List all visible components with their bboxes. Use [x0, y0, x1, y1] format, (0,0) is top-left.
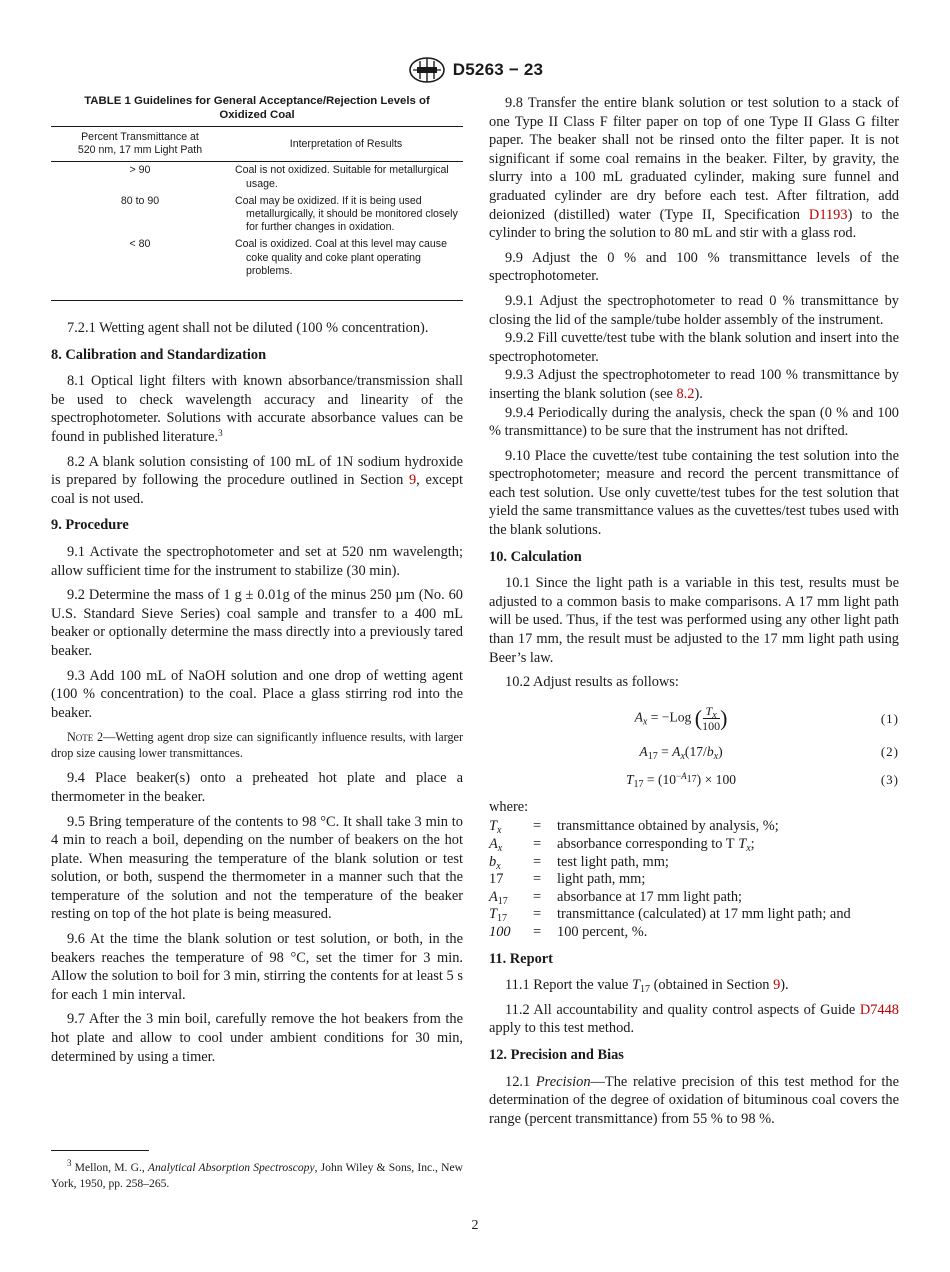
link-section-9[interactable]: 9 [408, 472, 417, 489]
link-d1193[interactable]: D1193 [808, 206, 848, 223]
equations [489, 700, 899, 794]
document-designation: D5263 − 23 [452, 60, 544, 79]
table-header-interpretation: Interpretation of Results [229, 127, 463, 162]
table-1 [51, 126, 463, 301]
para-7-2-1: 7.2.1 Wetting agent shall not be diluted (100 % concentration). [67, 320, 429, 337]
para-9-9: 9.9 Adjust the 0 % and 100 % transmittance levels of the spectrophotometer. [489, 249, 899, 285]
section-9-heading: 9. Procedure [51, 517, 129, 534]
para-9-3: 9.3 Add 100 mL of NaOH solution and one drop of wetting agent (100 % concentration) to the coal. Place a glass stirring rod into the beaker. [51, 667, 463, 721]
page-header [0, 56, 950, 84]
link-8-2[interactable]: 8.2 [676, 385, 695, 402]
section-11-heading: 11. Report [489, 950, 553, 967]
table-1-caption: TABLE 1 Guidelines for General Acceptance/Rejection Levels of Oxidized Coal [84, 95, 430, 121]
list-item: $A_x$ = absorbance corresponding to T $T_x$; [489, 836, 755, 854]
list-item: 100 = 100 percent, %. [489, 923, 648, 940]
page-number: 2 [471, 1218, 479, 1233]
para-9-5: 9.5 Bring temperature of the contents to 98 °C. It shall take 3 min to 4 min to reach a boil, depending on the number of beakers on the hot plate. When measuring the temperature of the blank solution or test solution, or both, suspend the thermometer in a manner such that the temperature of the solution and not the temperature of the beaker resting on top of the hot plate is being measured. [51, 813, 463, 923]
table-header-transmittance: Percent Transmittance at 520 nm, 17 mm Light Path [51, 127, 229, 162]
variable-definitions [489, 818, 899, 941]
table-row: < 80 Coal is oxidized. Coal at this level may cause coke quality and coke plant operating problems. [51, 236, 463, 300]
list-item: 17 = light path, mm; [489, 871, 646, 888]
para-12-1: 12.1 Precision—The relative precision of this test method for the determination of the degree of oxidation of bituminous coal covers the range (percent transmittance) from 55 % to 98 %. [489, 1073, 900, 1127]
right-column [489, 94, 899, 1134]
para-11-2: 11.2 All accountability and quality control aspects of Guide D7448 apply to this test method. [489, 1001, 899, 1037]
equation-1: $A_x = -Log$ ( $\frac{T_x}{100}$ ) (1) [634, 704, 899, 734]
footnote-divider [51, 1150, 149, 1151]
list-item: $A_{17}$ = absorbance at 17 mm light path; [489, 888, 743, 907]
note-2: Note 2—Wetting agent drop size can significantly influence results, with larger drop size causing lower transmittances. [51, 730, 464, 760]
left-column [51, 94, 463, 1072]
table-row: 80 to 90 Coal may be oxidized. If it is being used metallurgically, it should be monitored closely for further changes in oxidation. [120, 194, 458, 234]
list-item: $T_{17}$ = transmittance (calculated) at 17 mm light path; and [489, 906, 851, 925]
para-10-2: 10.2 Adjust results as follows: [505, 674, 679, 691]
para-9-4: 9.4 Place beaker(s) onto a preheated hot plate and place a thermometer in the beaker. [51, 770, 463, 805]
para-9-6: 9.6 At the time the blank solution or test solution, or both, in the beakers reaches the temperature of 98 °C, set the timer for 3 min. Allow the solution to boil for 3 min, stirring the contents for at least 5 s for each 1 min interval. [51, 931, 463, 1003]
para-10-1: 10.1 Since the light path is a variable in this test, results must be adjusted to a common basis to make comparisons. A 17 mm light path will be used. Thus, if the test was performed using any other light path than 17 mm, the result must be adjusted to the 17 mm light path using Beer’s law. [489, 575, 899, 666]
para-9-2: 9.2 Determine the mass of 1 g ± 0.01g of the minus 250 µm (No. 60 U.S. Standard Sieve Series) coal sample and transfer to a 400 mL beaker or optionally determine the mass directly into a previously tared beaker. [51, 587, 463, 659]
link-d7448[interactable]: D7448 [859, 1001, 899, 1018]
para-9-7: 9.7 After the 3 min boil, carefully remove the hot beakers from the hot plate and allow to cool under ambient conditions for 30 min, determined by using a timer. [51, 1011, 463, 1065]
para-9-9-1: 9.9.1 Adjust the spectrophotometer to read 0 % transmittance by closing the lid of the sample/tube holder assembly of the instrument. [489, 292, 899, 328]
para-11-1: 11.1 Report the value $T_{17}$ (obtained in Section 9). [505, 977, 789, 996]
table-row: > 90 Coal is not oxidized. Suitable for metallurgical usage. [129, 164, 449, 190]
section-10-heading: 10. Calculation [489, 548, 582, 565]
where-label: where: [489, 798, 529, 815]
footnote-ref[interactable]: 3 [218, 428, 223, 438]
para-9-9-2: 9.9.2 Fill cuvette/test tube with the blank solution and insert into the spectrophotometer. [489, 330, 899, 365]
para-9-9-3: 9.9.3 Adjust the spectrophotometer to read 100 % transmittance by inserting the blank solution (see 8.2). [489, 367, 899, 402]
link-section-9[interactable]: 9 [773, 977, 781, 994]
para-9-10: 9.10 Place the cuvette/test tube containing the test solution into the spectrophotometer; measure and record the percent transmittance of each test solution. Use only cuvette/test tubes for the test solution that yield the same transmittance values as the cuvettes/test tubes used with the blank solutions. [489, 447, 899, 539]
para-9-9-4: 9.9.4 Periodically during the analysis, check the span (0 % and 100 % transmittance) to be sure that the instrument has not drifted. [489, 404, 899, 440]
section-8-heading: 8. Calibration and Standardization [51, 346, 267, 363]
astm-logo-icon [407, 56, 447, 84]
para-8-2: 8.2 A blank solution consisting of 100 mL of 1N sodium hydroxide is prepared by following the procedure outlined in Section 9, except coal is not used. [51, 453, 463, 507]
para-8-1: 8.1 Optical light filters with known absorbance/transmission shall be used to check wavelength accuracy and linearity of the spectrophotometer. Solutions with accurate absorbance values can be found in published literature.$^3$ [51, 373, 463, 445]
section-12-heading: 12. Precision and Bias [489, 1046, 624, 1063]
equation-2: $A_{17} = A_x(17/b_x)$ (2) [639, 743, 899, 762]
equation-3: $T_{17} = (10^{-A_{17}}) \times 100$ (3) [625, 770, 899, 790]
list-item: $T_x$ = transmittance obtained by analysis, %; [489, 818, 779, 837]
para-9-8: 9.8 Transfer the entire blank solution or test solution to a stack of one Type II Class F filter paper on top of one Type II Glass G filter paper. The beaker shall not be rinsed onto the filter paper. It is not significant if some coal remains in the beaker. Filter, by gravity, the slurry into a 100 mL graduated cylinder, making sure funnel and graduated cylinder are dry before each test. After filtration, add deionized (distilled) water (Type II, Specification D1193) to the cylinder to bring the solution to 80 mL and stir with a glass rod. [489, 95, 899, 242]
para-9-1: 9.1 Activate the spectrophotometer and set at 520 nm wavelength; allow sufficient time for the instrument to stabilize (30 min). [51, 543, 463, 579]
footnote-3: $^3$ Mellon, M. G., Analytical Absorption Spectroscopy, John Wiley & Sons, Inc., New York, 1950, pp. 258–265. [51, 1158, 464, 1190]
list-item: $b_x$ = test light path, mm; [489, 853, 669, 872]
